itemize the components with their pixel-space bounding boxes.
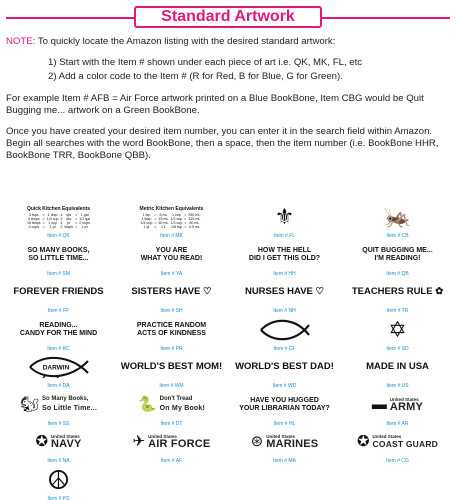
conversion-cell: 3 tsps [29,212,39,217]
artwork-art [2,390,115,420]
artwork-art [228,277,341,307]
artwork-line: QUIT BUGGING ME... [362,246,433,254]
page-title: Standard Artwork [134,6,322,28]
conversion-row [140,217,202,221]
example-paragraph: For example Item # AFB = Air Force artwork printed on a Blue BookBone, Item CBG would be Quit Bugging me... artwork on a Green BookBone. [6,92,424,116]
conversion-cell: 16 tbsps [27,220,41,225]
conversion-cell: = [184,212,187,217]
item-code: Item # QB [386,270,409,277]
artwork-line: SISTERS HAVE ♡ [131,286,212,297]
artwork-art [341,352,454,382]
artwork-badge [372,397,423,413]
artwork-art [2,352,115,382]
title-banner [0,6,456,28]
search-paragraph: Once you have created your desired item number, you can enter it in the search field within Amazon. Begin all searches with the word BookBone, then a space, then the item number (i.e. BookBone HHR, BookBone TRR, BookBone QBB). [6,126,439,162]
item-code: Item # HL [273,420,296,427]
conversion-cell: 1 tbsp [141,216,152,221]
conversion-row [140,225,202,229]
badge-large-text: So Little Time... [42,404,98,412]
conversion-table [140,206,204,229]
conversion-cell: 1/3 cup [170,220,183,225]
artwork-line: TEACHERS RULE ✿ [351,286,444,297]
item-code: Item # AR [386,420,409,427]
artwork-art [228,352,341,382]
item-code: Item # US [386,383,409,389]
conversion-cell: tbsps [64,224,74,229]
conversion-cell: = [42,212,45,217]
artwork-line: HOW THE HELL [257,246,312,254]
conversion-cell: 2 [60,224,63,229]
conversion-title: Metric Kitchen Equivalents [139,205,204,212]
artwork-art [341,202,454,232]
badge-text [373,434,438,450]
conversion-cell: 1 cup [48,220,57,225]
conversion-cell: pt [67,220,71,225]
artwork-badge [357,434,438,450]
badge-small-text: United States [51,434,80,439]
artwork-art [341,315,454,345]
item-code: Item # NH [273,308,296,314]
artwork-ma [228,425,341,469]
artwork-art [228,240,341,270]
conversion-cell: = [184,224,187,229]
artwork-text [13,287,103,297]
item-code: Item # AF [160,458,183,464]
conversion-cell: 1 cup [171,212,181,217]
item-code: Item # WD [272,383,297,389]
conversion-cell: 1 oz [81,224,88,229]
item-code: Item # WM [159,383,184,389]
item-code: Item # SS [47,420,70,427]
conversion-cell: 2 cups [79,220,90,225]
conversion-cell: = [184,220,187,225]
conversion-title: Quick Kitchen Equivalents [26,205,91,212]
step-item: 2) Add a color code to the Item # (R for Red, B for Blue, G for Green). [48,71,343,83]
darwin-fish-icon [26,356,92,378]
conversion-cell: 1/4 cup [46,216,59,221]
artwork-art [115,390,228,420]
conversion-cell: = [75,224,78,229]
conversion-cell: 2 [60,216,63,221]
conversion-cell: = [154,212,157,217]
artwork-line: PRACTICE RANDOM [136,321,207,329]
artwork-line: I'M READING! [374,254,421,262]
star-of-david-icon: ✡ [388,316,407,342]
conversion-row [140,221,202,225]
item-code: Item # FF [47,308,70,314]
artwork-text [366,362,429,372]
artwork-art [115,277,228,307]
item-code: Item # PS [47,495,70,500]
conversion-cell: 1 qt [143,224,150,229]
artwork-line: WHAT YOU READ! [140,254,203,262]
conversion-cell: qts [66,216,72,221]
artwork-art [115,315,228,345]
badge-small-text: United States [389,396,419,402]
artwork-art [115,240,228,270]
item-code: Item # SM [47,270,70,277]
conversion-cell: 1/2 gal [79,216,90,221]
praying-mantis-icon: 🦗 [383,204,412,229]
artwork-text [362,247,432,263]
conversion-cell: = [42,216,45,221]
conversion-cell: = [42,220,45,225]
conversion-cell: 1/8 tsp [170,224,182,229]
note-paragraph [6,36,452,48]
squirrel-icon: 🐿 [19,395,40,413]
artwork-line: SO LITTLE TIME... [28,254,89,262]
artwork-line: NURSES HAVE ♡ [244,286,325,297]
conversion-cell: = [184,216,187,221]
item-code: Item # MK [160,233,183,239]
christian-fish-icon [259,319,311,341]
artwork-line: ACTS OF KINDNESS [137,329,206,337]
artwork-text [239,397,330,413]
item-code: Item # HH [273,270,296,277]
item-code: Item # SD [386,345,409,352]
snake-icon: 🐍 [137,395,157,413]
artwork-text [121,362,222,372]
badge-text [51,434,82,450]
artwork-text [249,247,320,263]
conversion-cell: 125 mL [188,216,201,221]
peace-sign-icon: ☮ [46,464,71,495]
conversion-grid [26,213,91,229]
item-code: Item # MA [273,458,296,464]
artwork-art [2,202,115,232]
artwork-text [20,322,97,338]
conversion-cell: 250 mL [188,212,201,217]
title-rule-left [6,17,134,19]
artwork-af [115,425,228,469]
artwork-line: WORLD'S BEST DAD! [235,361,334,372]
badge-text [160,396,205,414]
artwork-art [341,240,454,270]
badge-large-text: AIR FORCE [148,438,211,450]
step-item: 1) Start with the Item # shown under each piece of art i.e. QK, MK, FL, etc [48,57,363,69]
steps-list [6,57,452,83]
artwork-art [2,315,115,345]
item-code: Item # DT [160,420,183,427]
conversion-cell: 1 [60,220,63,225]
badge-small-text: United States [148,434,177,439]
artwork-text [27,247,89,263]
conversion-cell: 5 mL [159,212,168,217]
note-text: To quickly locate the Amazon listing with the desired standard artwork: [35,36,336,47]
conversion-cell: 60 mL [158,220,169,225]
conversion-cell: 1 pt [49,224,56,229]
conversion-cell: = [75,212,78,217]
tank-icon: ▬ [371,395,387,413]
item-code: Item # PR [160,345,183,352]
item-code: Item # FL [273,233,296,239]
item-code: Item # TR [386,308,409,314]
conversion-cell: = [75,216,78,221]
artwork-line: READING... [39,321,78,329]
intro-text [6,36,452,172]
conversion-cell: 1 tbsp [47,212,58,217]
title-rule-right [322,17,450,19]
artwork-ps [2,463,115,500]
darwin-label: DARWIN [42,364,69,372]
conversion-cell: 15 mL [158,216,169,221]
artwork-text [245,287,324,297]
badge-text [148,434,210,450]
artwork-art [2,427,115,457]
badge-small-text: So Many Books, [42,395,89,402]
badge-text [390,397,423,413]
conversion-cell: qts [66,212,72,217]
item-code: Item # RC [47,345,70,352]
artwork-badge [133,434,211,450]
conversion-cell: 4 tbsps [28,216,40,221]
item-code: Item # NA [47,458,70,464]
conversion-cell: = [42,224,45,229]
item-code: Item # CG [386,458,409,464]
item-code: Item # QK [47,233,70,239]
artwork-line: WORLD'S BEST MOM! [120,361,223,372]
badge-large-text: COAST GUARD [372,439,439,449]
artwork-line: YOUR LIBRARIAN TODAY? [239,404,330,412]
fleur-de-lis-icon: ⚜ [274,204,295,229]
marines-emblem-icon: ⊛ [250,433,264,450]
artwork-art [228,202,341,232]
badge-small-text: United States [266,434,295,439]
badge-large-text: On My Book! [159,404,206,412]
conversion-cell: = [75,220,78,225]
artwork-line: MADE IN USA [366,361,429,372]
conversion-cell: 1/2 cup [170,216,183,221]
artwork-art [115,202,228,232]
badge-large-text: MARINES [266,438,319,450]
artwork-line: YOU ARE [155,246,188,254]
conversion-cell: 1/4 cup [140,220,153,225]
artwork-art [115,427,228,457]
artwork-line: HAVE YOU HUGGED [250,396,319,404]
badge-large-text: NAVY [51,438,82,450]
artwork-art [2,465,115,495]
artwork-text [137,322,206,338]
artwork-art [2,240,115,270]
artwork-badge [20,396,97,414]
artwork-art [341,427,454,457]
artwork-art [228,427,341,457]
item-code: Item # CF [273,345,296,352]
item-code: Item # DA [47,383,70,389]
artwork-badge [35,434,81,450]
badge-small-text: United States [372,434,402,439]
coast-guard-emblem-icon: ✪ [356,433,370,450]
conversion-cell: 1 gal [80,212,89,217]
artwork-art [341,277,454,307]
conversion-cell: 80 mL [189,220,200,225]
item-code: Item # SH [160,308,183,314]
conversion-cell: 4 [60,212,63,217]
conversion-cell: 1 L [160,224,166,229]
artwork-text [141,247,203,263]
artwork-line: DID I GET THIS OLD? [248,254,321,262]
note-label: NOTE: [6,36,36,47]
artwork-text [352,287,443,297]
artwork-art [228,390,341,420]
artwork-line: CANDY FOR THE MIND [19,329,98,337]
artwork-art [341,390,454,420]
conversion-row [26,225,91,229]
navy-emblem-icon: ✪ [35,433,49,450]
artwork-text [131,287,211,297]
conversion-cell: 0.5 mL [188,224,200,229]
artwork-line: FOREVER FRIENDS [13,286,104,297]
conversion-grid [140,213,202,229]
item-code: Item # CB [386,233,409,239]
artwork-art [2,277,115,307]
artwork-line: SO MANY BOOKS, [27,246,90,254]
conversion-cell: 2 cups [28,224,40,229]
artwork-badge [138,396,205,414]
conversion-cell: = [154,220,157,225]
badge-text [266,434,318,450]
conversion-cell: = [154,216,157,221]
badge-small-text: Don't Tread [159,395,193,402]
conversion-cell: 1 tsp [142,212,151,217]
conversion-table [26,206,91,229]
artwork-badge [251,434,319,450]
artwork-cg [341,425,454,469]
artwork-text [235,362,334,372]
conversion-cell: = [154,224,157,229]
badge-text [42,396,97,414]
item-code: Item # YA [160,270,183,277]
jet-icon: ✈ [132,433,146,450]
badge-large-text: ARMY [389,400,424,413]
artwork-art [115,352,228,382]
artwork-art [228,315,341,345]
